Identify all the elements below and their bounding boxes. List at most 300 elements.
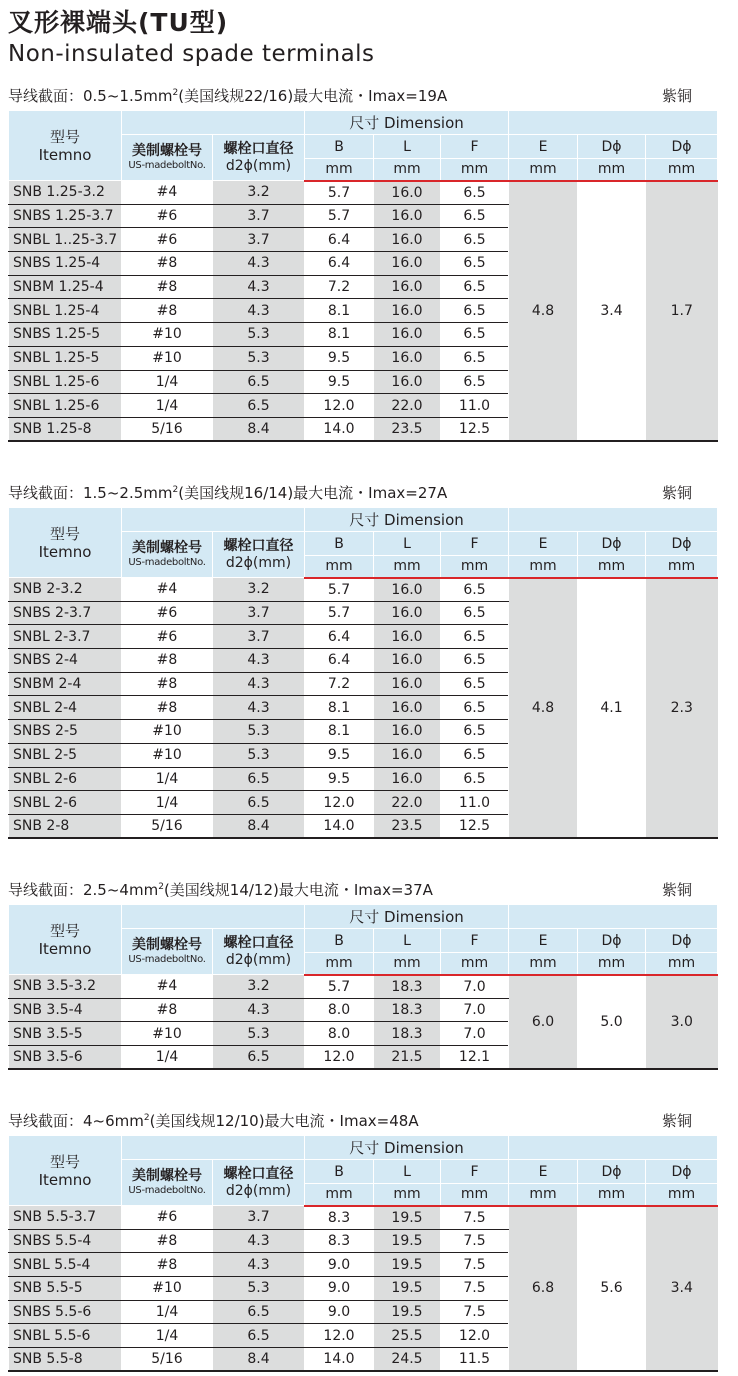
cell-model: SNBL 2-5 [9,743,122,767]
cell-f: 6.5 [441,181,509,205]
cell-l: 22.0 [374,394,441,418]
cell-l: 19.5 [374,1277,441,1301]
header-blank [122,1136,305,1160]
header-blank [122,905,305,929]
cell-us-bolt: #10 [122,323,213,347]
col-unit: mm [646,556,718,578]
cell-model: SNBS 5.5-6 [9,1300,122,1324]
col-header-model [9,111,122,181]
cell-f: 11.5 [441,1348,509,1372]
cell-d2: 4.3 [213,252,305,276]
cell-model: SNBL 5.5-6 [9,1324,122,1348]
cell-f: 6.5 [441,601,509,625]
d2-en: d2ϕ(mm) [225,157,292,174]
cell-model: SNBL 2-4 [9,696,122,720]
col-unit: mm [578,1184,646,1206]
col-unit: mm [441,953,509,975]
col-header-f: F [441,929,509,953]
cell-f: 7.0 [441,975,509,999]
cell-b: 8.0 [305,998,374,1022]
cell-model: SNBL 2-3.7 [9,625,122,649]
col-header-l: L [374,929,441,953]
section-heading [0,481,738,507]
cell-model: SNB 5.5-5 [9,1277,122,1301]
cell-d2: 8.4 [213,814,305,838]
spec-section [0,878,738,1066]
cell-l: 19.5 [374,1300,441,1324]
cell-us-bolt: #6 [122,1206,213,1230]
cell-model: SNB 3.5-5 [9,1022,122,1046]
cell-d2: 3.2 [213,975,305,999]
cell-f: 11.0 [441,791,509,815]
cell-us-bolt: 1/4 [122,1300,213,1324]
cell-d2: 4.3 [213,649,305,673]
cell-l: 18.3 [374,975,441,999]
model-cn: 型号 [49,127,80,146]
wire-spec-prefix: 导线截面：2.5~4mm [8,881,159,899]
col-header-e: E [509,1160,578,1184]
d2-en: d2ϕ(mm) [225,951,292,968]
cell-l: 16.0 [374,370,441,394]
col-header-b: B [305,135,374,159]
cell-b: 12.0 [305,394,374,418]
cell-us-bolt: #6 [122,228,213,252]
cell-us-bolt: #6 [122,601,213,625]
cell-l: 16.0 [374,743,441,767]
cell-us-bolt: #10 [122,1022,213,1046]
cell-d2: 6.5 [213,1324,305,1348]
header-blank [509,905,718,929]
wire-spec-suffix: (美国线规22/16)最大电流・Imax=19A [178,87,448,105]
col-unit: mm [305,1184,374,1206]
us-bolt-en: US-madeboltNo. [128,160,206,171]
cell-b: 7.2 [305,275,374,299]
cell-f: 7.0 [441,998,509,1022]
cell-b: 6.4 [305,228,374,252]
cell-b: 9.0 [305,1300,374,1324]
cell-us-bolt: #4 [122,181,213,205]
cell-us-bolt: #8 [122,696,213,720]
cell-f: 6.5 [441,275,509,299]
cell-d2: 3.7 [213,601,305,625]
spec-section [0,481,738,834]
cell-d2-dia: 3.4 [646,1206,718,1372]
cell-d1: 5.6 [578,1206,646,1372]
cell-us-bolt: 1/4 [122,1324,213,1348]
header-blank [509,508,718,532]
us-bolt-en: US-madeboltNo. [128,954,206,965]
cell-e: 6.8 [509,1206,578,1372]
cell-model: SNBL 5.5-4 [9,1253,122,1277]
col-header-dimension: 尺寸 Dimension [305,905,509,929]
cell-us-bolt: #8 [122,998,213,1022]
cell-us-bolt: #10 [122,743,213,767]
cell-us-bolt: #8 [122,1253,213,1277]
cell-b: 5.7 [305,204,374,228]
cell-l: 16.0 [374,672,441,696]
cell-f: 6.5 [441,767,509,791]
col-header-d2 [213,135,305,181]
col-header-d2 [213,1160,305,1206]
col-unit: mm [646,953,718,975]
cell-f: 7.5 [441,1206,509,1230]
cell-f: 7.5 [441,1229,509,1253]
wire-spec-prefix: 导线截面：4~6mm [8,1112,144,1130]
d2-cn: 螺栓口直径 [223,934,294,951]
wire-spec [8,483,447,503]
cell-b: 9.5 [305,346,374,370]
d2-en: d2ϕ(mm) [225,1182,292,1199]
cell-b: 7.2 [305,672,374,696]
cell-b: 8.0 [305,1022,374,1046]
section-heading [0,878,738,904]
cell-model: SNB 1.25-3.2 [9,181,122,205]
cell-d2: 6.5 [213,767,305,791]
table-row [9,578,718,602]
cell-b: 14.0 [305,1348,374,1372]
model-cn: 型号 [49,921,80,940]
wire-spec-suffix: (美国线规14/12)最大电流・Imax=37A [163,881,433,899]
spec-section [0,1109,738,1368]
cell-model: SNBS 2-5 [9,720,122,744]
cell-d2: 6.5 [213,394,305,418]
col-header-d1: Dϕ [578,532,646,556]
cell-us-bolt: #8 [122,1229,213,1253]
col-header-f: F [441,532,509,556]
cell-us-bolt: #8 [122,252,213,276]
cell-l: 16.0 [374,204,441,228]
cell-us-bolt: #6 [122,625,213,649]
spec-table [8,904,718,1070]
material-label: 紫铜 [661,1112,692,1130]
cell-b: 5.7 [305,578,374,602]
spec-table [8,110,718,442]
cell-us-bolt: #6 [122,204,213,228]
wire-spec-sup: 2 [143,1113,150,1123]
wire-spec-prefix: 导线截面：0.5~1.5mm [8,87,173,105]
col-unit: mm [578,556,646,578]
cell-b: 6.4 [305,625,374,649]
cell-model: SNBL 2-6 [9,791,122,815]
cell-l: 19.5 [374,1253,441,1277]
col-header-dimension: 尺寸 Dimension [305,1136,509,1160]
col-unit: mm [374,1184,441,1206]
cell-f: 7.0 [441,1022,509,1046]
material-label: 紫铜 [661,881,692,899]
wire-spec [8,880,433,900]
cell-b: 8.1 [305,299,374,323]
cell-d2: 3.2 [213,181,305,205]
cell-d2: 5.3 [213,323,305,347]
cell-us-bolt: 5/16 [122,417,213,441]
cell-us-bolt: #8 [122,299,213,323]
cell-e: 4.8 [509,578,578,839]
cell-b: 9.0 [305,1253,374,1277]
cell-us-bolt: #8 [122,672,213,696]
cell-l: 18.3 [374,1022,441,1046]
col-header-e: E [509,135,578,159]
cell-e: 6.0 [509,975,578,1070]
col-unit: mm [374,953,441,975]
col-header-l: L [374,1160,441,1184]
us-bolt-cn: 美制螺栓号 [132,1168,202,1184]
cell-us-bolt: 5/16 [122,814,213,838]
col-header-us-bolt [122,929,213,975]
cell-model: SNBL 1.25-6 [9,370,122,394]
col-unit: mm [578,953,646,975]
cell-l: 22.0 [374,791,441,815]
cell-d2: 6.5 [213,370,305,394]
col-header-model [9,1136,122,1206]
d2-cn: 螺栓口直径 [223,537,294,554]
col-unit: mm [509,556,578,578]
col-header-model [9,508,122,578]
cell-model: SNB 2-8 [9,814,122,838]
section-heading [0,84,738,110]
model-en: Itemno [38,542,92,561]
cell-l: 16.0 [374,649,441,673]
cell-d2: 5.3 [213,1277,305,1301]
col-header-d1: Dϕ [578,929,646,953]
wire-spec-suffix: (美国线规12/10)最大电流・Imax=48A [149,1112,419,1130]
us-bolt-cn: 美制螺栓号 [132,937,202,953]
cell-us-bolt: #4 [122,578,213,602]
cell-d2: 4.3 [213,672,305,696]
col-header-f: F [441,1160,509,1184]
cell-model: SNBS 1.25-3.7 [9,204,122,228]
cell-d2-dia: 2.3 [646,578,718,839]
cell-l: 16.0 [374,696,441,720]
cell-d2: 3.7 [213,228,305,252]
cell-b: 5.7 [305,975,374,999]
spec-table [8,507,718,839]
col-header-l: L [374,532,441,556]
col-unit: mm [441,556,509,578]
col-unit: mm [441,159,509,181]
cell-l: 16.0 [374,767,441,791]
wire-spec [8,86,447,106]
cell-l: 18.3 [374,998,441,1022]
cell-model: SNBL 1.25-5 [9,346,122,370]
cell-us-bolt: 1/4 [122,1046,213,1070]
col-unit: mm [305,953,374,975]
cell-b: 8.1 [305,696,374,720]
cell-f: 6.5 [441,743,509,767]
col-header-d2: Dϕ [646,1160,718,1184]
cell-f: 6.5 [441,578,509,602]
cell-model: SNB 3.5-4 [9,998,122,1022]
cell-b: 6.4 [305,649,374,673]
cell-l: 23.5 [374,814,441,838]
model-cn: 型号 [49,1152,80,1171]
page-title-cn: 叉形裸端头(TU型) [8,8,229,37]
cell-l: 16.0 [374,720,441,744]
cell-f: 6.5 [441,228,509,252]
cell-us-bolt: 5/16 [122,1348,213,1372]
cell-us-bolt: 1/4 [122,370,213,394]
cell-us-bolt: #8 [122,275,213,299]
spec-section [0,84,738,437]
cell-f: 12.0 [441,1324,509,1348]
col-unit: mm [509,953,578,975]
cell-f: 6.5 [441,204,509,228]
cell-b: 8.3 [305,1229,374,1253]
cell-d1: 3.4 [578,181,646,442]
col-header-us-bolt [122,135,213,181]
cell-us-bolt: 1/4 [122,767,213,791]
col-header-f: F [441,135,509,159]
cell-us-bolt: #10 [122,1277,213,1301]
cell-d2: 5.3 [213,720,305,744]
cell-b: 8.1 [305,323,374,347]
cell-model: SNBL 1.25-4 [9,299,122,323]
cell-d2: 5.3 [213,1022,305,1046]
cell-d2: 6.5 [213,1046,305,1070]
d2-cn: 螺栓口直径 [223,1165,294,1182]
cell-b: 8.3 [305,1206,374,1230]
material-label: 紫铜 [661,484,692,502]
col-unit: mm [374,159,441,181]
col-header-dimension: 尺寸 Dimension [305,508,509,532]
cell-f: 7.5 [441,1300,509,1324]
cell-b: 9.0 [305,1277,374,1301]
cell-b: 9.5 [305,743,374,767]
cell-f: 6.5 [441,720,509,744]
cell-us-bolt: 1/4 [122,394,213,418]
col-header-dimension: 尺寸 Dimension [305,111,509,135]
cell-l: 16.0 [374,252,441,276]
cell-d2: 3.7 [213,1206,305,1230]
col-header-us-bolt [122,532,213,578]
col-header-b: B [305,1160,374,1184]
cell-model: SNB 1.25-8 [9,417,122,441]
cell-d1: 4.1 [578,578,646,839]
col-header-us-bolt [122,1160,213,1206]
cell-l: 24.5 [374,1348,441,1372]
cell-l: 16.0 [374,181,441,205]
model-en: Itemno [38,145,92,164]
cell-d2-dia: 1.7 [646,181,718,442]
wire-spec-suffix: (美国线规16/14)最大电流・Imax=27A [178,484,448,502]
cell-f: 12.5 [441,814,509,838]
cell-model: SNBM 2-4 [9,672,122,696]
d2-en: d2ϕ(mm) [225,554,292,571]
cell-f: 6.5 [441,299,509,323]
material-label: 紫铜 [661,87,692,105]
wire-spec [8,1111,419,1131]
cell-l: 25.5 [374,1324,441,1348]
cell-f: 7.5 [441,1277,509,1301]
cell-f: 6.5 [441,625,509,649]
cell-model: SNBS 2-4 [9,649,122,673]
cell-d2: 3.7 [213,204,305,228]
cell-model: SNB 5.5-3.7 [9,1206,122,1230]
col-header-e: E [509,532,578,556]
wire-spec-sup: 2 [172,485,179,495]
cell-model: SNB 5.5-8 [9,1348,122,1372]
col-unit: mm [578,159,646,181]
model-en: Itemno [38,939,92,958]
col-unit: mm [646,159,718,181]
cell-l: 16.0 [374,299,441,323]
cell-us-bolt: #8 [122,649,213,673]
cell-b: 12.0 [305,1324,374,1348]
cell-b: 8.1 [305,720,374,744]
cell-f: 6.5 [441,649,509,673]
us-bolt-en: US-madeboltNo. [128,557,206,568]
cell-d1: 5.0 [578,975,646,1070]
cell-d2: 5.3 [213,346,305,370]
cell-l: 16.0 [374,275,441,299]
header-blank [509,111,718,135]
cell-f: 6.5 [441,346,509,370]
us-bolt-cn: 美制螺栓号 [132,143,202,159]
cell-f: 6.5 [441,323,509,347]
table-row [9,1206,718,1230]
cell-f: 11.0 [441,394,509,418]
table-row [9,975,718,999]
cell-f: 6.5 [441,252,509,276]
col-header-d2: Dϕ [646,532,718,556]
cell-f: 12.1 [441,1046,509,1070]
cell-b: 6.4 [305,252,374,276]
cell-b: 9.5 [305,370,374,394]
col-header-b: B [305,929,374,953]
cell-us-bolt: #10 [122,346,213,370]
cell-l: 16.0 [374,346,441,370]
col-header-d2 [213,532,305,578]
cell-f: 12.5 [441,417,509,441]
cell-f: 6.5 [441,672,509,696]
cell-d2: 4.3 [213,998,305,1022]
cell-model: SNBL 1..25-3.7 [9,228,122,252]
cell-d2: 6.5 [213,1300,305,1324]
cell-d2: 8.4 [213,417,305,441]
cell-d2: 6.5 [213,791,305,815]
cell-l: 16.0 [374,228,441,252]
col-header-d1: Dϕ [578,135,646,159]
col-unit: mm [509,159,578,181]
cell-us-bolt: 1/4 [122,791,213,815]
col-header-l: L [374,135,441,159]
cell-model: SNB 2-3.2 [9,578,122,602]
cell-d2: 4.3 [213,696,305,720]
col-header-e: E [509,929,578,953]
col-unit: mm [441,1184,509,1206]
page-title-en: Non-insulated spade terminals [8,41,375,67]
cell-l: 23.5 [374,417,441,441]
cell-b: 9.5 [305,767,374,791]
cell-d2: 4.3 [213,1229,305,1253]
cell-l: 16.0 [374,323,441,347]
section-heading [0,1109,738,1135]
cell-f: 6.5 [441,696,509,720]
cell-model: SNBL 2-6 [9,767,122,791]
col-unit: mm [305,159,374,181]
cell-b: 14.0 [305,417,374,441]
col-header-d2: Dϕ [646,135,718,159]
col-header-d2 [213,929,305,975]
cell-d2: 4.3 [213,299,305,323]
col-unit: mm [305,556,374,578]
cell-model: SNBS 1.25-4 [9,252,122,276]
wire-spec-prefix: 导线截面：1.5~2.5mm [8,484,173,502]
cell-model: SNB 3.5-3.2 [9,975,122,999]
col-unit: mm [646,1184,718,1206]
d2-cn: 螺栓口直径 [223,140,294,157]
cell-model: SNB 3.5-6 [9,1046,122,1070]
us-bolt-en: US-madeboltNo. [128,1185,206,1196]
